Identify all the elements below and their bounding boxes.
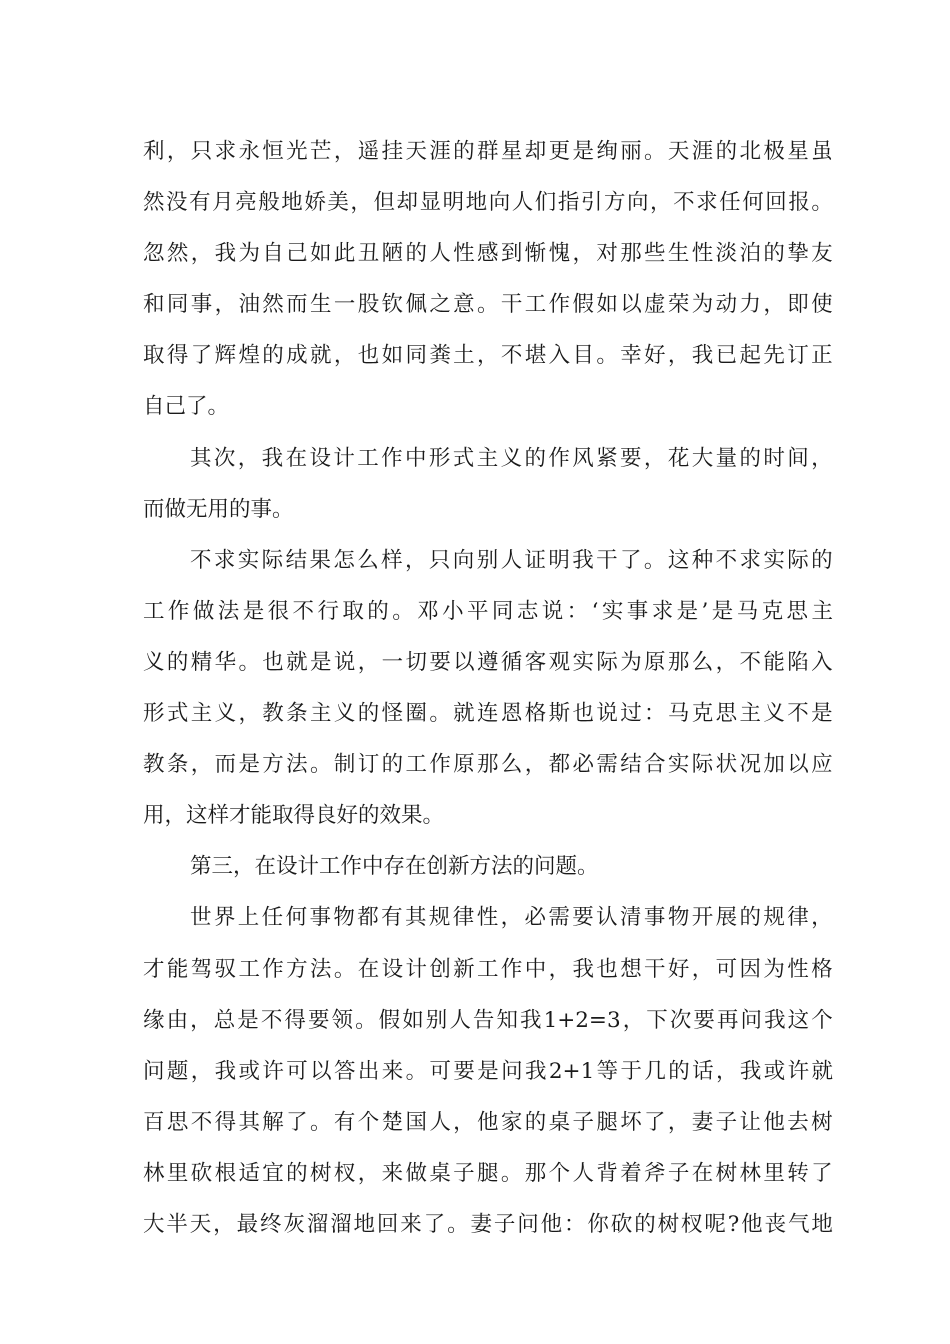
- text-line: 世 界 上 任 何 事 物 都 有 其 规 律 性 ， 必 需 要 认 清 事 物 开 展 的 规 律 ，: [190, 905, 833, 931]
- text-line: 问 题 ， 我 或 许 可 以 答 出 来 。 可 要 是 问 我 2+1 等 于 几 的 话 ， 我 或 许 就: [143, 1058, 833, 1084]
- text-line: 义 的 精 华 。 也 就 是 说 ， 一 切 要 以 遵 循 客 观 实 际 为 原 那 么 ， 不 能 陷 入: [143, 649, 833, 675]
- body-text: [143, 126, 833, 1250]
- text-line: 大 半 天 ， 最 终 灰 溜 溜 地 回 来 了 。 妻 子 问 他 ： 你 砍 的 树 杈 呢 ? 他 丧 气 地: [143, 1211, 833, 1237]
- text-line: 才 能 驾 驭 工 作 方 法 。 在 设 计 创 新 工 作 中 ， 我 也 想 干 好 ， 可 因 为 性 格: [143, 956, 833, 982]
- text-line: 林 里 砍 根 适 宜 的 树 杈 ， 来 做 桌 子 腿 。 那 个 人 背 着 斧 子 在 树 林 里 转 了: [143, 1160, 833, 1186]
- text-line: 第三，在设计工作中存在创新方法的问题。: [190, 854, 599, 880]
- text-line: 缘 由 ， 总 是 不 得 要 领 。 假 如 别 人 告 知 我 1+2=3 ， 下 次 要 再 问 我 这 个: [143, 1007, 833, 1033]
- text-line: 用，这样才能取得良好的效果。: [143, 803, 445, 829]
- text-line: 工 作 做 法 是 很 不 行 取 的 。 邓 小 平 同 志 说 ： ‘ 实 事 求 是 ’ 是 马 克 思 主: [143, 598, 833, 624]
- text-line: 利 ， 只 求 永 恒 光 芒 ， 遥 挂 天 涯 的 群 星 却 更 是 绚 丽 。 天 涯 的 北 极 星 虽: [143, 139, 833, 164]
- text-line: 形 式 主 义 ， 教 条 主 义 的 怪 圈 。 就 连 恩 格 斯 也 说 过 ： 马 克 思 主 义 不 是: [143, 701, 833, 727]
- text-line: 然 没 有 月 亮 般 地 娇 美 ， 但 却 显 明 地 向 人 们 指 引 方 向 ， 不 求 任 何 回 报 。: [143, 190, 833, 216]
- text-line: 而做无用的事。: [143, 496, 294, 522]
- text-line: 自己了。: [143, 394, 230, 420]
- text-line: 百 思 不 得 其 解 了 。 有 个 楚 国 人 ， 他 家 的 桌 子 腿 坏 了 ， 妻 子 让 他 去 树: [143, 1109, 833, 1135]
- text-line: 教 条 ， 而 是 方 法 。 制 订 的 工 作 原 那 么 ， 都 必 需 结 合 实 际 状 况 加 以 应: [143, 752, 833, 778]
- text-line: 不 求 实 际 结 果 怎 么 样 ， 只 向 别 人 证 明 我 干 了 。 这 种 不 求 实 际 的: [190, 547, 833, 573]
- text-line: 其 次 ， 我 在 设 计 工 作 中 形 式 主 义 的 作 风 紧 要 ， 花 大 量 的 时 间 ，: [190, 445, 833, 471]
- text-line: 和 同 事 ， 油 然 而 生 一 股 钦 佩 之 意 。 干 工 作 假 如 以 虚 荣 为 动 力 ， 即 使: [143, 292, 833, 318]
- text-line: 忽 然 ， 我 为 自 己 如 此 丑 陋 的 人 性 感 到 惭 愧 ， 对 那 些 生 性 淡 泊 的 挚 友: [143, 241, 833, 267]
- text-line: 取 得 了 辉 煌 的 成 就 ， 也 如 同 粪 土 ， 不 堪 入 目 。 幸 好 ， 我 已 起 先 订 正: [143, 343, 833, 369]
